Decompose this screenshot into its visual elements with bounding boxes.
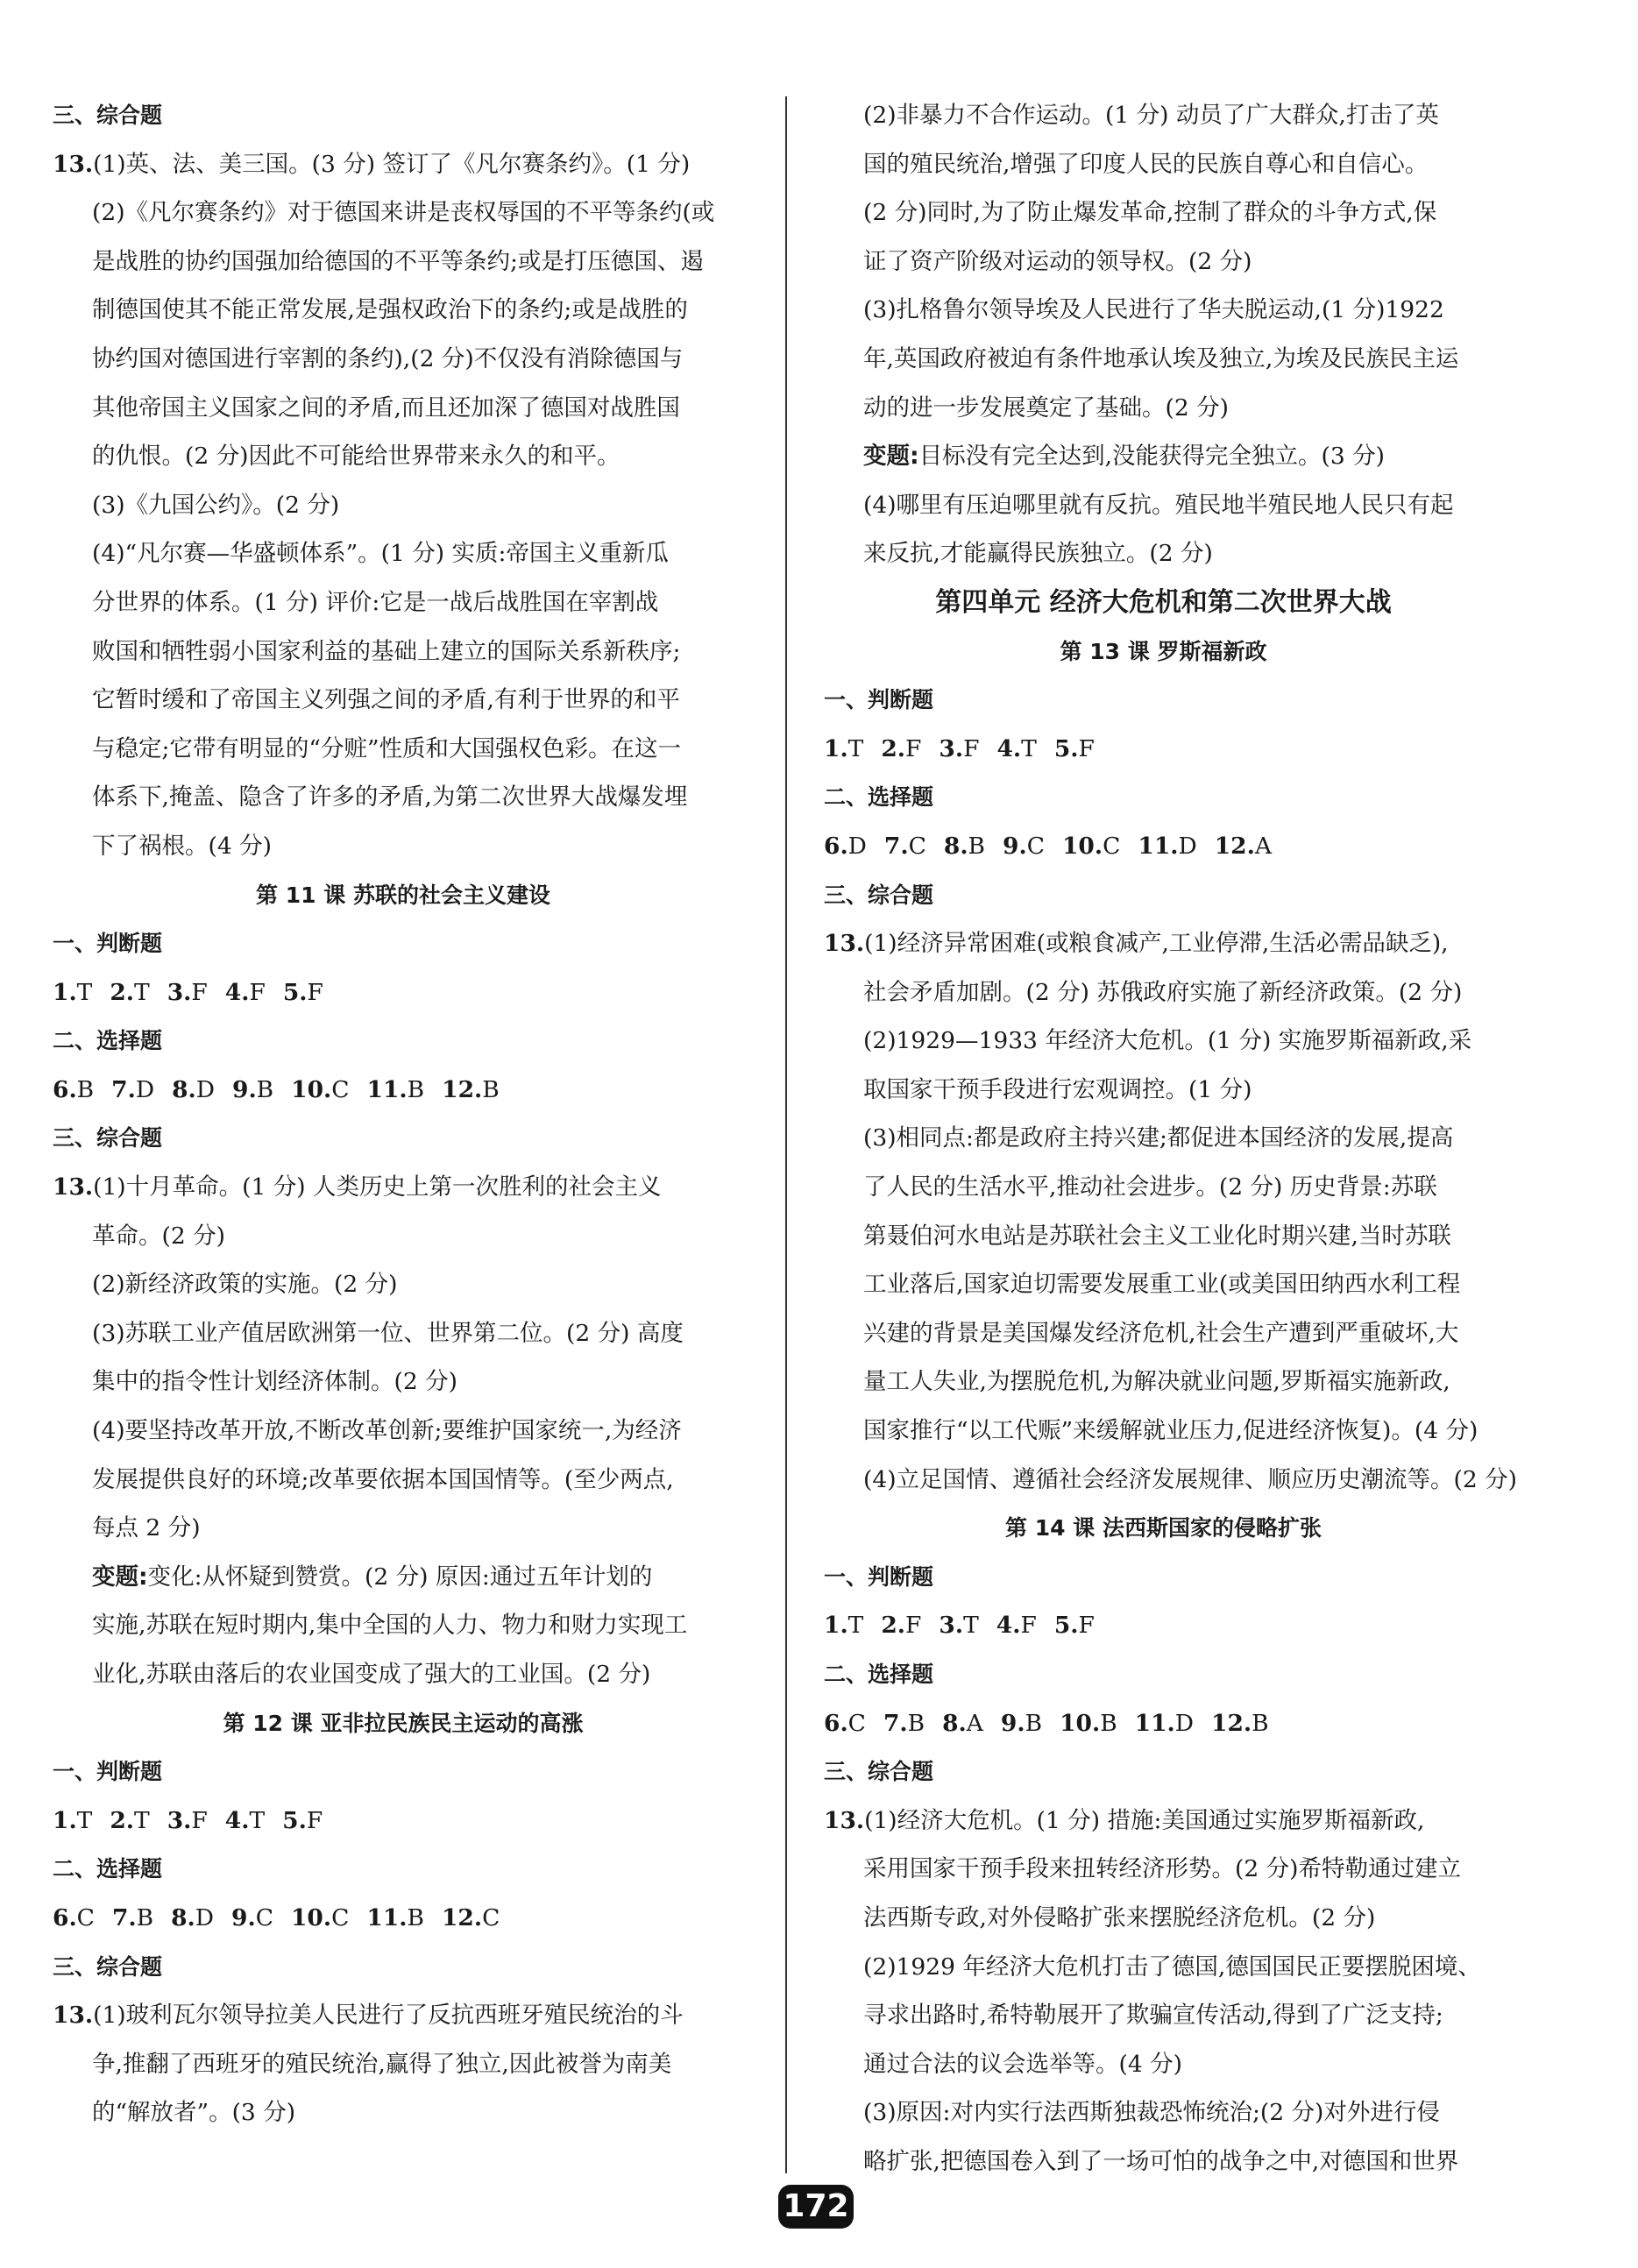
answer-item: 3.F xyxy=(167,978,208,1006)
answer-item: 7.B xyxy=(111,1903,154,1931)
answer-item: 2.F xyxy=(881,1612,922,1640)
answer-line: (3)《九国公约》。(2 分) xyxy=(92,491,340,519)
section-heading: 一、判断题 xyxy=(53,1759,163,1785)
answer-row xyxy=(824,725,1503,774)
answer-line: 与稳定;它带有明显的“分赃”性质和大国强权色彩。在这一 xyxy=(92,734,682,762)
question-13-line xyxy=(824,1797,1503,1846)
answer-line: 实施,苏联在短时期内,集中全国的人力、物力和财力实现工 xyxy=(92,1612,688,1640)
answer-item: 11.B xyxy=(366,1075,425,1103)
answer-item: 5.F xyxy=(282,978,323,1006)
answer-line: 证了资产阶级对运动的领导权。(2 分) xyxy=(863,247,1252,275)
section-heading: 三、综合题 xyxy=(824,1759,934,1785)
question-number: 13. xyxy=(53,2002,94,2030)
answer-line: 略扩张,把德国卷入到了一场可怕的战争之中,对德国和世界 xyxy=(863,2147,1459,2175)
answer-line: 发展提供良好的环境;改革要依据本国国情等。(至少两点, xyxy=(92,1465,674,1493)
question-number: 13. xyxy=(824,1806,865,1834)
answer-line: (4)立足国情、遵循社会经济发展规律、顺应历史潮流等。(2 分) xyxy=(863,1465,1517,1493)
section-heading: 三、综合题 xyxy=(53,103,163,128)
answer-item: 10.B xyxy=(1060,1709,1117,1737)
question-number: 13. xyxy=(53,1173,94,1201)
right-column xyxy=(824,91,1517,2186)
answer-item: 8.D xyxy=(172,1075,215,1103)
section-heading: 二、选择题 xyxy=(53,1856,163,1882)
answer-item: 6.D xyxy=(824,832,867,860)
answer-line: 国的殖民统治,增强了印度人民的民族自尊心和自信心。 xyxy=(863,150,1429,178)
answer-line: 取国家干预手段进行宏观调控。(1 分) xyxy=(863,1075,1252,1103)
answer-line: 量工人失业,为摆脱危机,为解决就业问题,罗斯福实施新政, xyxy=(863,1368,1450,1396)
variant-label: 变题: xyxy=(863,443,919,471)
answer-item: 4.T xyxy=(224,1806,266,1834)
lesson-title: 第 14 课 法西斯国家的侵略扩张 xyxy=(1005,1515,1322,1542)
page-number-badge: 172 xyxy=(778,2185,854,2229)
section-heading: 二、选择题 xyxy=(53,1028,163,1054)
answer-item: 11.D xyxy=(1134,1709,1195,1737)
answer-item: 10.C xyxy=(291,1075,350,1103)
answer-line: 革命。(2 分) xyxy=(92,1222,225,1250)
answer-item: 1.T xyxy=(53,1806,93,1834)
answer-line: 社会矛盾加剧。(2 分) 苏俄政府实施了新经济政策。(2 分) xyxy=(863,978,1463,1006)
answer-item: 7.C xyxy=(883,832,926,860)
section-heading: 二、选择题 xyxy=(824,784,934,811)
answer-line: 协约国对德国进行宰割的条约),(2 分)不仅没有消除德国与 xyxy=(92,344,684,372)
answer-line: 它暂时缓和了帝国主义列强之间的矛盾,有利于世界的和平 xyxy=(92,686,680,714)
section-heading: 一、判断题 xyxy=(53,931,163,957)
answer-item: 6.C xyxy=(824,1709,866,1737)
answer-line: (2)新经济政策的实施。(2 分) xyxy=(92,1271,398,1299)
answer-item: 11.B xyxy=(366,1903,424,1931)
answer-item: 9.C xyxy=(1003,832,1045,860)
unit-title: 第四单元 经济大危机和第二次世界大战 xyxy=(935,586,1392,618)
answer-line: 国家推行“以工代赈”来缓解就业压力,促进经济恢复)。(4 分) xyxy=(863,1417,1478,1445)
section-heading: 三、综合题 xyxy=(824,882,934,908)
answer-line: (2)1929—1933 年经济大危机。(1 分) 实施罗斯福新政,采 xyxy=(863,1027,1472,1055)
answer-item: 1.T xyxy=(824,1612,864,1640)
answer-line: (2)非暴力不合作运动。(1 分) 动员了广大群众,打击了英 xyxy=(863,102,1439,129)
answer-row xyxy=(824,1601,1503,1650)
question-13-line xyxy=(53,140,754,189)
answer-text: (1)英、法、美三国。(3 分) 签订了《凡尔赛条约》。(1 分) xyxy=(93,150,691,178)
answer-item: 2.F xyxy=(881,734,922,762)
answer-item: 3.T xyxy=(939,1612,979,1640)
answer-line: 制德国使其不能正常发展,是强权政治下的条约;或是战胜的 xyxy=(92,296,688,324)
answer-row xyxy=(824,822,1503,871)
answer-item: 12.B xyxy=(442,1075,500,1103)
answer-line: (2)1929 年经济大危机打击了德国,德国国民正要摆脱困境、 xyxy=(863,1953,1481,1981)
answer-text: (1)经济异常困难(或粮食减产,工业停滞,生活必需品缺乏), xyxy=(864,930,1449,958)
answer-row xyxy=(53,1797,754,1846)
left-column xyxy=(53,91,754,2137)
answer-line: 兴建的背景是美国爆发经济危机,社会生产遭到严重破坏,大 xyxy=(863,1319,1459,1347)
answer-text: 目标没有完全达到,没能获得完全独立。(3 分) xyxy=(918,443,1385,471)
lesson-title: 第 13 课 罗斯福新政 xyxy=(1060,638,1267,664)
answer-line: 集中的指令性计划经济体制。(2 分) xyxy=(92,1368,457,1396)
answer-line: (4)要坚持改革开放,不断改革创新;要维护国家统一,为经济 xyxy=(92,1417,682,1445)
answer-line: 下了祸根。(4 分) xyxy=(92,832,272,860)
answer-text: (1)经济大危机。(1 分) 措施:美国通过实施罗斯福新政, xyxy=(864,1806,1425,1834)
lesson-title: 第 12 课 亚非拉民族民主运动的高涨 xyxy=(223,1710,584,1736)
answer-item: 12.B xyxy=(1211,1709,1269,1737)
answer-line: 业化,苏联由落后的农业国变成了强大的工业国。(2 分) xyxy=(92,1661,651,1688)
answer-item: 2.T xyxy=(110,1806,150,1834)
answer-line: 动的进一步发展奠定了基础。(2 分) xyxy=(863,393,1229,422)
answer-line: 寻求出路时,希特勒展开了欺骗宣传活动,得到了广泛支持; xyxy=(863,2002,1443,2030)
answer-line: (3)原因:对内实行法西斯独裁恐怖统治;(2 分)对外进行侵 xyxy=(863,2099,1440,2127)
lesson-title: 第 11 课 苏联的社会主义建设 xyxy=(256,882,550,908)
answer-line: 争,推翻了西班牙的殖民统治,赢得了独立,因此被誉为南美 xyxy=(92,2050,672,2078)
answer-line: 工业落后,国家迫切需要发展重工业(或美国田纳西水利工程 xyxy=(863,1271,1461,1299)
answer-item: 8.D xyxy=(171,1903,215,1931)
answer-line: 来反抗,才能赢得民族独立。(2 分) xyxy=(863,540,1213,568)
answer-item: 5.F xyxy=(1053,1612,1095,1640)
answer-item: 9.B xyxy=(1000,1709,1043,1737)
answer-line: 了人民的生活水平,推动社会进步。(2 分) 历史背景:苏联 xyxy=(863,1173,1437,1201)
variant-label: 变题: xyxy=(92,1563,148,1591)
answer-line: 年,英国政府被迫有条件地承认埃及独立,为埃及民族民主运 xyxy=(863,344,1459,372)
answer-line: 通过合法的议会选举等。(4 分) xyxy=(863,2050,1182,2078)
answer-item: 9.B xyxy=(232,1075,274,1103)
answer-line: 每点 2 分) xyxy=(92,1514,201,1542)
answer-line: 法西斯专政,对外侵略扩张来摆脱经济危机。(2 分) xyxy=(863,1903,1376,1931)
answer-item: 5.F xyxy=(1053,734,1095,762)
question-13-line xyxy=(824,919,1503,968)
variant-line xyxy=(53,1553,754,1602)
answer-item: 8.A xyxy=(942,1709,983,1737)
variant-line xyxy=(824,432,1503,481)
answer-line: 其他帝国主义国家之间的矛盾,而且还加深了德国对战胜国 xyxy=(92,393,680,422)
answer-item: 11.D xyxy=(1138,832,1197,860)
section-heading: 三、综合题 xyxy=(53,1953,163,1980)
answer-item: 6.C xyxy=(53,1903,95,1931)
answer-line: 体系下,掩盖、隐含了许多的矛盾,为第二次世界大战爆发埋 xyxy=(92,783,688,812)
question-number: 13. xyxy=(53,150,94,178)
answer-line: 败国和牺牲弱小国家利益的基础上建立的国际关系新秩序; xyxy=(92,637,681,665)
answer-item: 5.F xyxy=(282,1806,323,1834)
answer-item: 12.C xyxy=(441,1903,500,1931)
answer-line: 的“解放者”。(3 分) xyxy=(92,2099,296,2127)
answer-text: (1)玻利瓦尔领导拉美人民进行了反抗西班牙殖民统治的斗 xyxy=(93,2002,684,2030)
answer-item: 3.F xyxy=(939,734,980,762)
answer-item: 4.F xyxy=(224,978,266,1006)
column-divider xyxy=(785,96,787,2173)
section-heading: 二、选择题 xyxy=(824,1662,934,1687)
answer-item: 1.T xyxy=(824,734,864,762)
answer-item: 10.C xyxy=(290,1903,350,1931)
section-heading: 一、判断题 xyxy=(824,687,934,713)
answer-item: 8.B xyxy=(943,832,986,860)
answer-line: 是战胜的协约国强加给德国的不平等条约;或是打压德国、遏 xyxy=(92,247,704,275)
answer-row xyxy=(53,968,754,1017)
answer-line: (2 分)同时,为了防止爆发革命,控制了群众的斗争方式,保 xyxy=(863,199,1437,227)
answer-item: 9.C xyxy=(231,1903,273,1931)
answer-line: 第聂伯河水电站是苏联社会主义工业化时期兴建,当时苏联 xyxy=(863,1222,1451,1250)
answer-item: 10.C xyxy=(1061,832,1121,860)
section-heading: 一、判断题 xyxy=(824,1563,934,1590)
answer-text: 变化:从怀疑到赞赏。(2 分) 原因:通过五年计划的 xyxy=(147,1563,653,1591)
answer-item: 4.F xyxy=(996,1612,1037,1640)
answer-line: 分世界的体系。(1 分) 评价:它是一战后战胜国在宰割战 xyxy=(92,588,659,616)
section-heading: 三、综合题 xyxy=(53,1125,163,1152)
answer-item: 7.D xyxy=(111,1075,155,1103)
answer-line: 采用国家干预手段来扭转经济形势。(2 分)希特勒通过建立 xyxy=(863,1855,1461,1883)
question-number: 13. xyxy=(824,930,865,958)
answer-row xyxy=(824,1699,1503,1748)
answer-item: 3.F xyxy=(167,1806,208,1834)
answer-item: 6.B xyxy=(53,1075,95,1103)
answer-item: 2.T xyxy=(110,978,150,1006)
answer-item: 7.B xyxy=(883,1709,925,1737)
answer-line: (4)哪里有压迫哪里就有反抗。殖民地半殖民地人民只有起 xyxy=(863,491,1454,519)
answer-text: (1)十月革命。(1 分) 人类历史上第一次胜利的社会主义 xyxy=(93,1173,662,1201)
answer-line: (3)扎格鲁尔领导埃及人民进行了华夫脱运动,(1 分)1922 xyxy=(863,296,1444,324)
answer-row xyxy=(53,1894,754,1943)
answer-line: 的仇恨。(2 分)因此不可能给世界带来永久的和平。 xyxy=(92,443,620,471)
answer-line: (4)“凡尔赛—华盛顿体系”。(1 分) 实质:帝国主义重新瓜 xyxy=(92,540,669,568)
answer-item: 12.A xyxy=(1214,832,1272,860)
answer-line: (2)《凡尔赛条约》对于德国来讲是丧权辱国的不平等条约(或 xyxy=(92,199,715,227)
answer-item: 4.T xyxy=(996,734,1037,762)
answer-line: (3)相同点:都是政府主持兴建;都促进本国经济的发展,提高 xyxy=(863,1124,1454,1152)
answer-row xyxy=(53,1066,754,1115)
question-13-line xyxy=(53,1163,754,1212)
answer-line: (3)苏联工业产值居欧洲第一位、世界第二位。(2 分) 高度 xyxy=(92,1319,684,1347)
answer-item: 1.T xyxy=(53,978,93,1006)
question-13-line xyxy=(53,1991,754,2040)
